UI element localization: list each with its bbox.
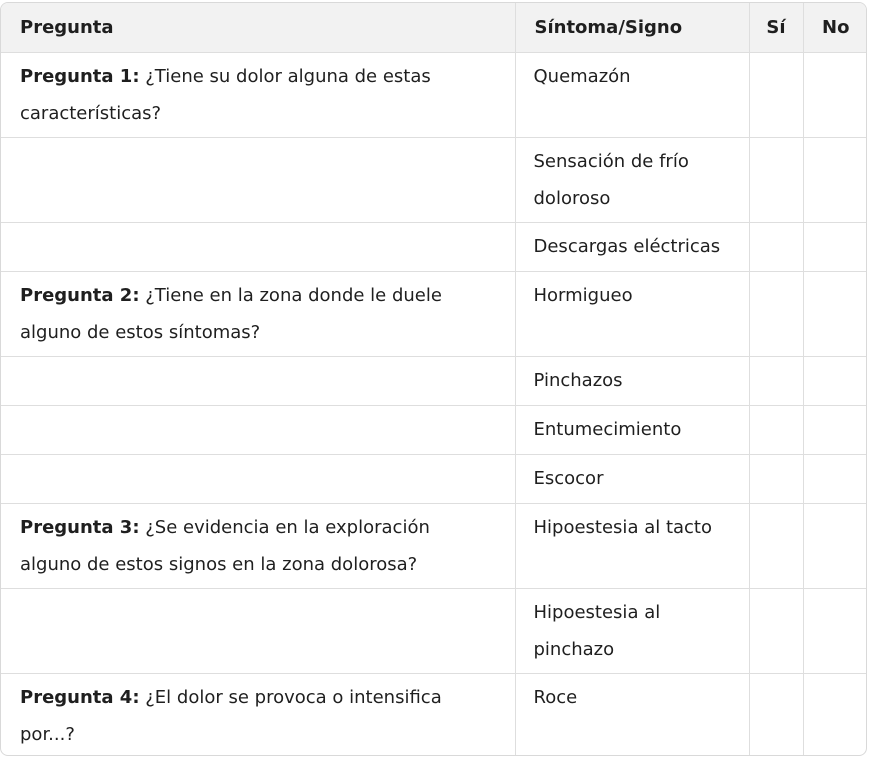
yes-cell[interactable] bbox=[749, 138, 803, 223]
yes-cell[interactable] bbox=[749, 406, 803, 455]
question-cell bbox=[1, 53, 515, 138]
symptom-cell: Hormigueo bbox=[515, 272, 749, 357]
question-cell bbox=[1, 455, 515, 504]
question-text: ¿Tiene su dolor alguna de estas características? bbox=[20, 66, 431, 124]
table-body bbox=[1, 53, 867, 757]
no-cell[interactable] bbox=[803, 138, 867, 223]
question-cell bbox=[1, 272, 515, 357]
yes-cell[interactable] bbox=[749, 674, 803, 757]
symptom-cell: Escocor bbox=[515, 455, 749, 504]
symptom-cell: Entumecimiento bbox=[515, 406, 749, 455]
no-cell[interactable] bbox=[803, 455, 867, 504]
question-cell bbox=[1, 504, 515, 589]
question-label: Pregunta 1: bbox=[20, 66, 140, 87]
symptom-cell: Hipoestesia al tacto bbox=[515, 504, 749, 589]
question-cell bbox=[1, 589, 515, 674]
table-row bbox=[1, 504, 867, 589]
header-yes: Sí bbox=[749, 3, 803, 53]
question-label: Pregunta 3: bbox=[20, 517, 140, 538]
header-row bbox=[1, 3, 867, 53]
no-cell[interactable] bbox=[803, 53, 867, 138]
yes-cell[interactable] bbox=[749, 504, 803, 589]
symptom-cell: Roce bbox=[515, 674, 749, 757]
table-row bbox=[1, 406, 867, 455]
question-cell bbox=[1, 223, 515, 272]
question-cell bbox=[1, 357, 515, 406]
question-label: Pregunta 4: bbox=[20, 687, 140, 708]
questionnaire-table-container bbox=[0, 2, 867, 756]
symptom-cell: Quemazón bbox=[515, 53, 749, 138]
question-cell bbox=[1, 138, 515, 223]
table-row bbox=[1, 357, 867, 406]
yes-cell[interactable] bbox=[749, 357, 803, 406]
table-row bbox=[1, 674, 867, 757]
question-label: Pregunta 2: bbox=[20, 285, 140, 306]
symptom-cell: Sensación de frío doloroso bbox=[515, 138, 749, 223]
no-cell[interactable] bbox=[803, 674, 867, 757]
no-cell[interactable] bbox=[803, 357, 867, 406]
table-row bbox=[1, 138, 867, 223]
no-cell[interactable] bbox=[803, 504, 867, 589]
no-cell[interactable] bbox=[803, 272, 867, 357]
no-cell[interactable] bbox=[803, 406, 867, 455]
yes-cell[interactable] bbox=[749, 53, 803, 138]
symptom-cell: Hipoestesia al pinchazo bbox=[515, 589, 749, 674]
yes-cell[interactable] bbox=[749, 455, 803, 504]
question-text: ¿Se evidencia en la exploración alguno de estos signos en la zona dolorosa? bbox=[20, 517, 430, 575]
questionnaire-table bbox=[1, 3, 867, 756]
question-text: ¿El dolor se provoca o intensifica por...? bbox=[20, 687, 442, 745]
symptom-cell: Descargas eléctricas bbox=[515, 223, 749, 272]
yes-cell[interactable] bbox=[749, 272, 803, 357]
table-row bbox=[1, 272, 867, 357]
no-cell[interactable] bbox=[803, 589, 867, 674]
no-cell[interactable] bbox=[803, 223, 867, 272]
header-no: No bbox=[803, 3, 867, 53]
yes-cell[interactable] bbox=[749, 589, 803, 674]
yes-cell[interactable] bbox=[749, 223, 803, 272]
header-question: Pregunta bbox=[1, 3, 515, 53]
table-row bbox=[1, 53, 867, 138]
table-row bbox=[1, 455, 867, 504]
symptom-cell: Pinchazos bbox=[515, 357, 749, 406]
header-symptom: Síntoma/Signo bbox=[515, 3, 749, 53]
question-cell bbox=[1, 674, 515, 757]
table-header bbox=[1, 3, 867, 53]
table-row bbox=[1, 223, 867, 272]
table-row bbox=[1, 589, 867, 674]
question-text: ¿Tiene en la zona donde le duele alguno de estos síntomas? bbox=[20, 285, 442, 343]
question-cell bbox=[1, 406, 515, 455]
